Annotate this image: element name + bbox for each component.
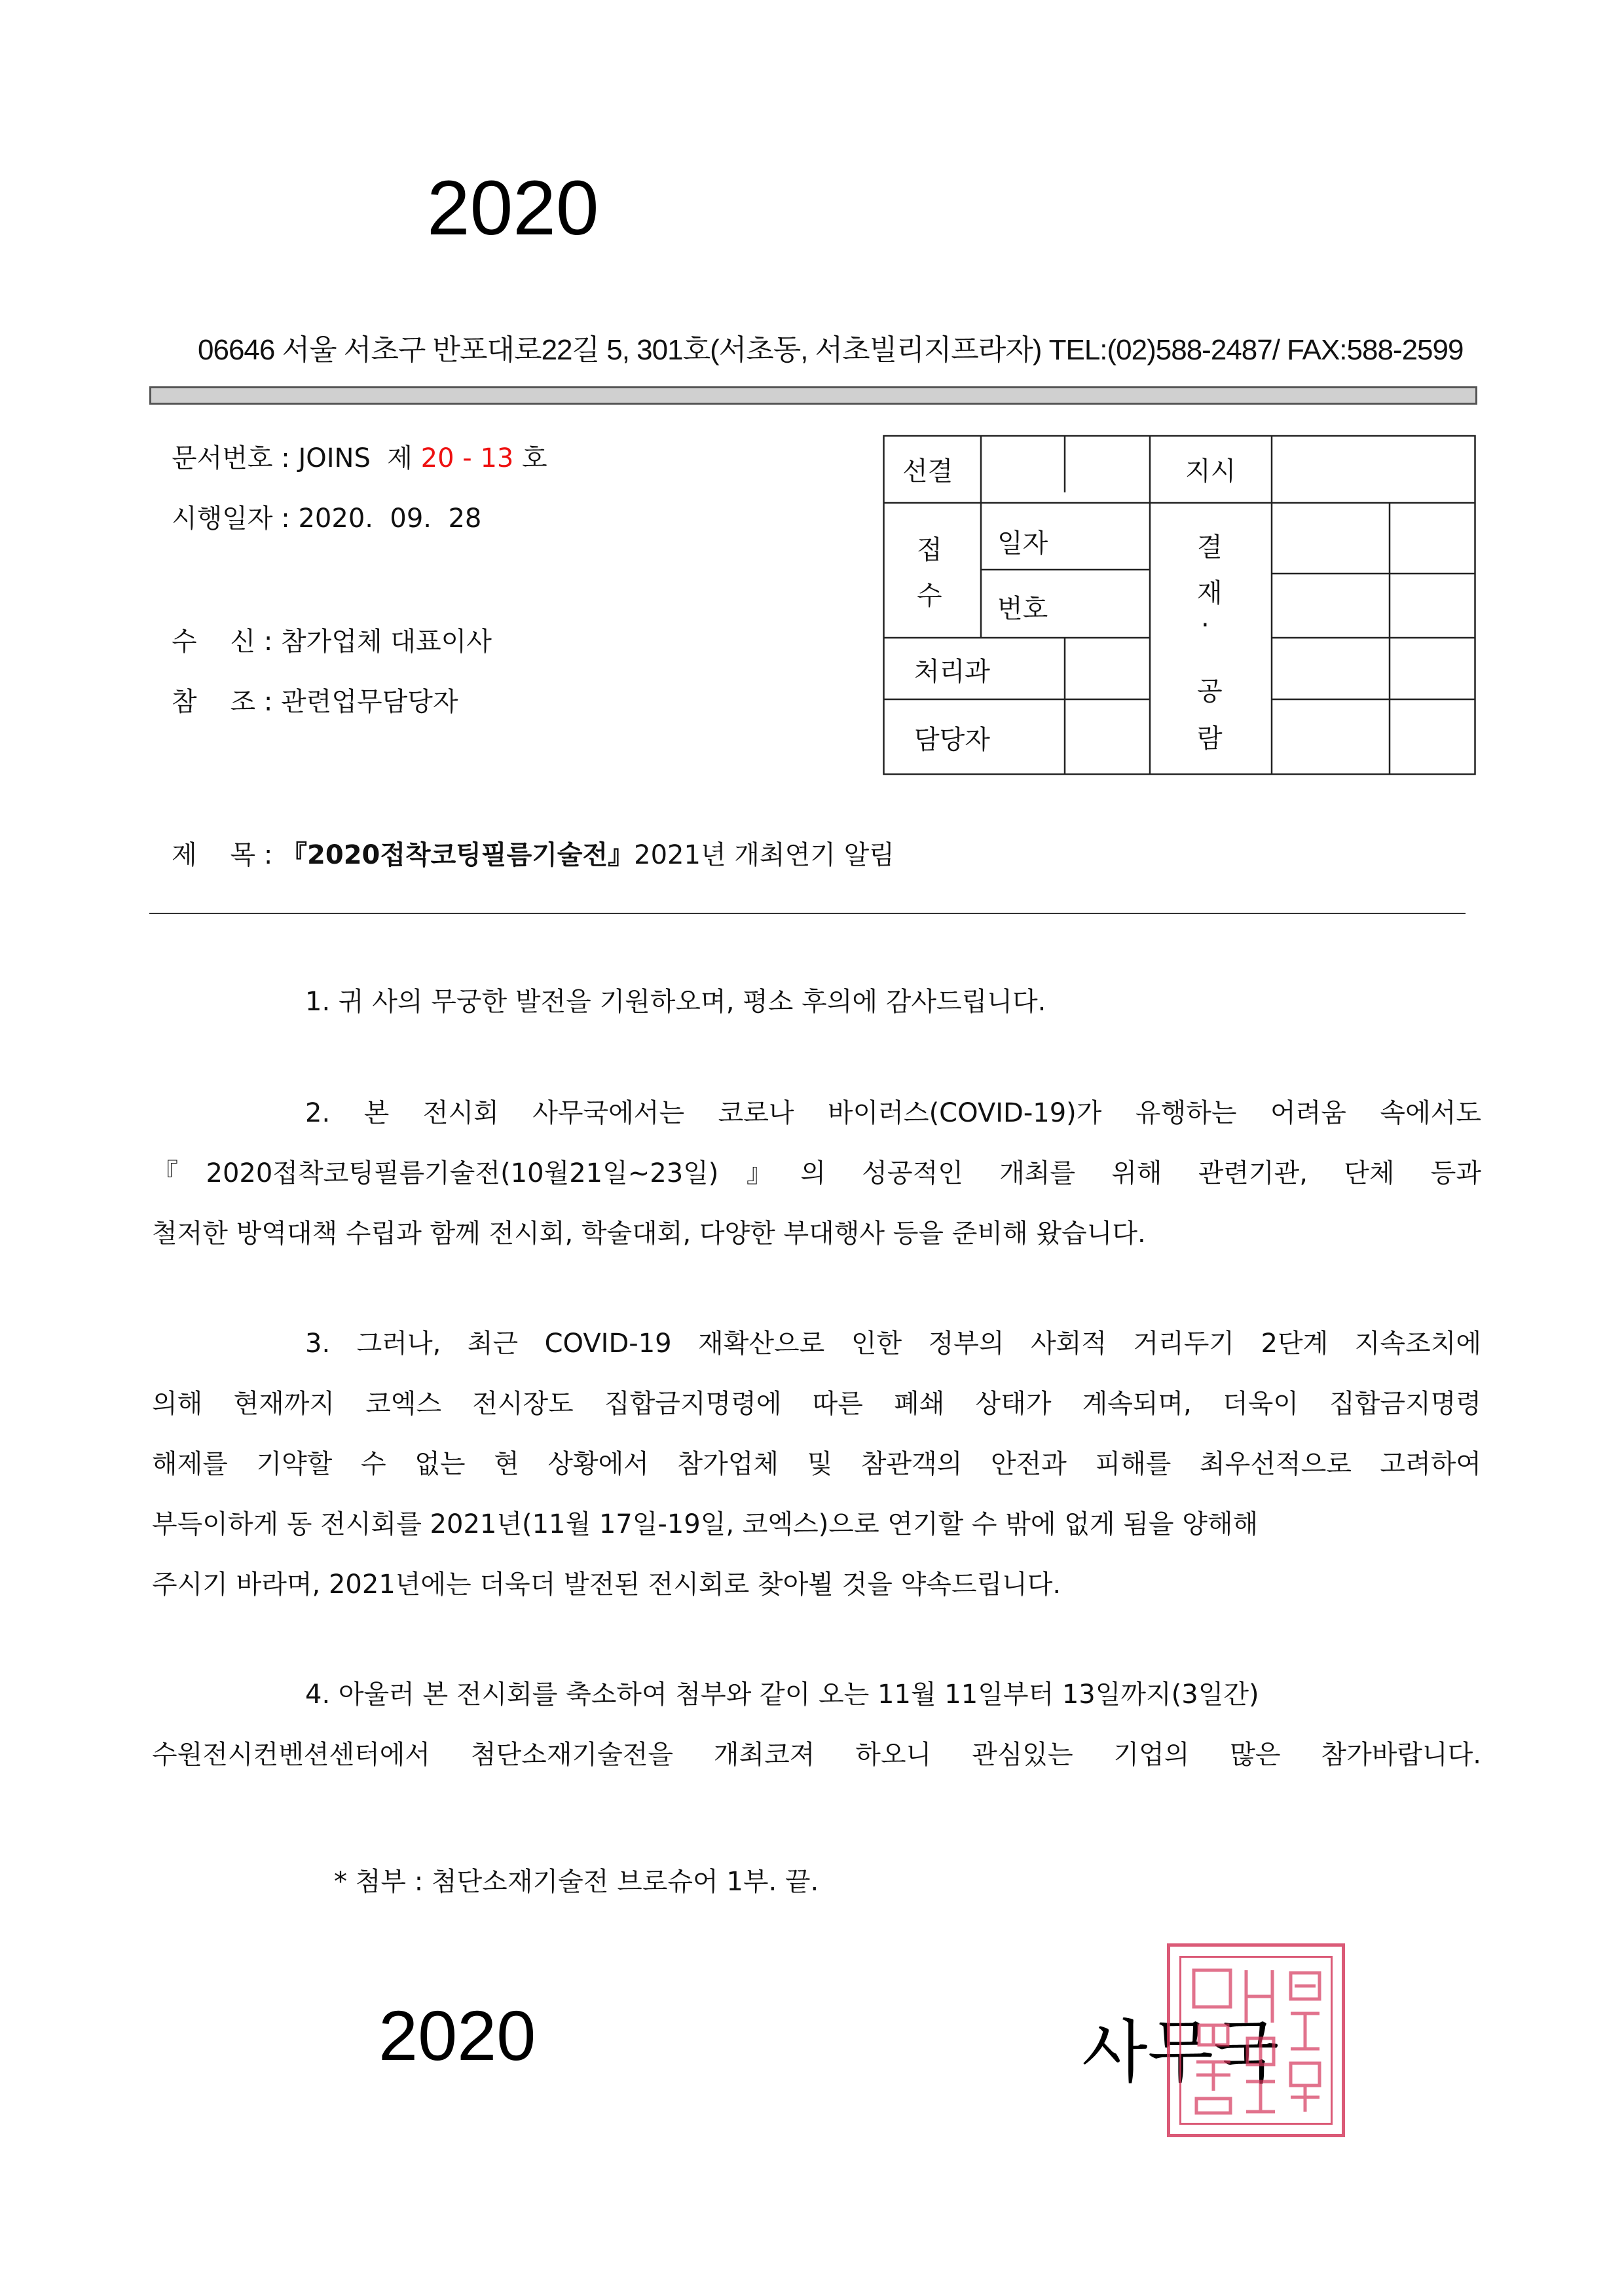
approve-label-1: 결	[1197, 532, 1223, 562]
manager-label: 담당자	[914, 725, 990, 755]
paragraph-2	[152, 1083, 1481, 1264]
approve-label-3: 공	[1197, 676, 1223, 707]
official-seal-stamp	[1167, 1943, 1345, 2137]
issuer-office: 사무국	[1082, 2012, 1280, 2092]
paragraph-3-line-4: 부득이하게 동 전시회를 2021년(11월 17일-19일, 코엑스)으로 연기할 수 밖에 없게 됨을 양해해	[152, 1509, 1259, 1539]
paragraph-3-line-1: 3. 그러나, 최근 COVID-19 재확산으로 인한 정부의 사회적 거리두기 2단계 지속조치에	[305, 1329, 1481, 1359]
docno-label: 문서번호 : JOINS 제	[172, 443, 421, 473]
issue-date: 시행일자 : 2020. 09. 28	[172, 504, 482, 534]
receipt-label-1: 접	[917, 535, 942, 565]
approve-label-4: 람	[1197, 724, 1223, 754]
subject-line	[172, 834, 895, 872]
receipt-date-label: 일자	[997, 528, 1048, 559]
subject-title: 『2020접착코팅필름기술전』	[281, 840, 635, 870]
paragraph-3-line-3: 해제를 기약할 수 없는 현 상황에서 참가업체 및 참관객의 안전과 피해를 최우선적으로 고려하여	[152, 1449, 1481, 1479]
paragraph-3	[152, 1313, 1481, 1615]
seal-pattern	[1170, 1947, 1342, 2134]
subject-rest: 2021년 개최연기 알림	[634, 840, 895, 870]
approval-prior-label: 선결	[902, 456, 953, 487]
receipt-label-2: 수	[917, 581, 942, 611]
docno-suffix: 호	[513, 443, 547, 473]
subject-underline	[149, 913, 1466, 914]
paragraph-4-line-2: 수원전시컨벤션센터에서 첨단소재기술전을 개최코져 하오니 관심있는 기업의 많은 참가바랍니다.	[152, 1740, 1481, 1770]
paragraph-3-line-5: 주시기 바라며, 2021년에는 더욱더 발전된 전시회로 찾아뵐 것을 약속드립니다.	[152, 1570, 1061, 1600]
receipt-number-label: 번호	[997, 594, 1048, 624]
paragraph-3-line-2: 의해 현재까지 코엑스 전시장도 집합금지명령에 따른 폐쇄 상태가 계속되며, 더욱이 집합금지명령	[152, 1389, 1481, 1419]
document-number	[172, 437, 547, 475]
attachment-note: * 첨부 : 첨단소재기술전 브로슈어 1부. 끝.	[334, 1867, 819, 1897]
approval-table	[883, 435, 1476, 775]
docno-number: 13	[480, 443, 514, 473]
approval-directive-label: 지시	[1185, 456, 1236, 487]
header-year: 2020	[427, 165, 599, 251]
reference: 참 조 : 관련업무담당자	[172, 687, 458, 717]
paragraph-2-line-2: 『2020접착코팅필름기술전(10월21일~23일)』의 성공적인 개최를 위해 관련기관, 단체 등과	[152, 1158, 1481, 1188]
recipient: 수 신 : 참가업체 대표이사	[172, 627, 492, 657]
approve-label-2: 재	[1197, 578, 1223, 608]
paragraph-1: 1. 귀 사의 무궁한 발전을 기원하오며, 평소 후의에 감사드립니다.	[305, 987, 1046, 1017]
paragraph-2-line-1: 2. 본 전시회 사무국에서는 코로나 바이러스(COVID-19)가 유행하는 어려움 속에서도	[305, 1098, 1481, 1128]
dept-label: 처리과	[914, 657, 990, 687]
docno-year: 20	[420, 443, 454, 473]
approve-dot: ·	[1201, 610, 1209, 640]
footer-year: 2020	[378, 1996, 536, 2075]
docno-dash: -	[454, 443, 481, 473]
paragraph-2-line-3: 철저한 방역대책 수립과 함께 전시회, 학술대회, 다양한 부대행사 등을 준비해 왔습니다.	[152, 1219, 1146, 1249]
paragraph-4-line-1: 4. 아울러 본 전시회를 축소하여 첨부와 같이 오는 11월 11일부터 13일까지(3일간)	[305, 1680, 1259, 1710]
subject-label: 제 목 :	[172, 840, 282, 870]
header-divider-bar	[149, 386, 1477, 405]
address-line: 06646 서울 서초구 반포대로22길 5, 301호(서초동, 서초빌리지프라자) TEL:(02)588-2487/ FAX:588-2599	[198, 334, 1464, 366]
paragraph-4	[152, 1664, 1481, 1785]
